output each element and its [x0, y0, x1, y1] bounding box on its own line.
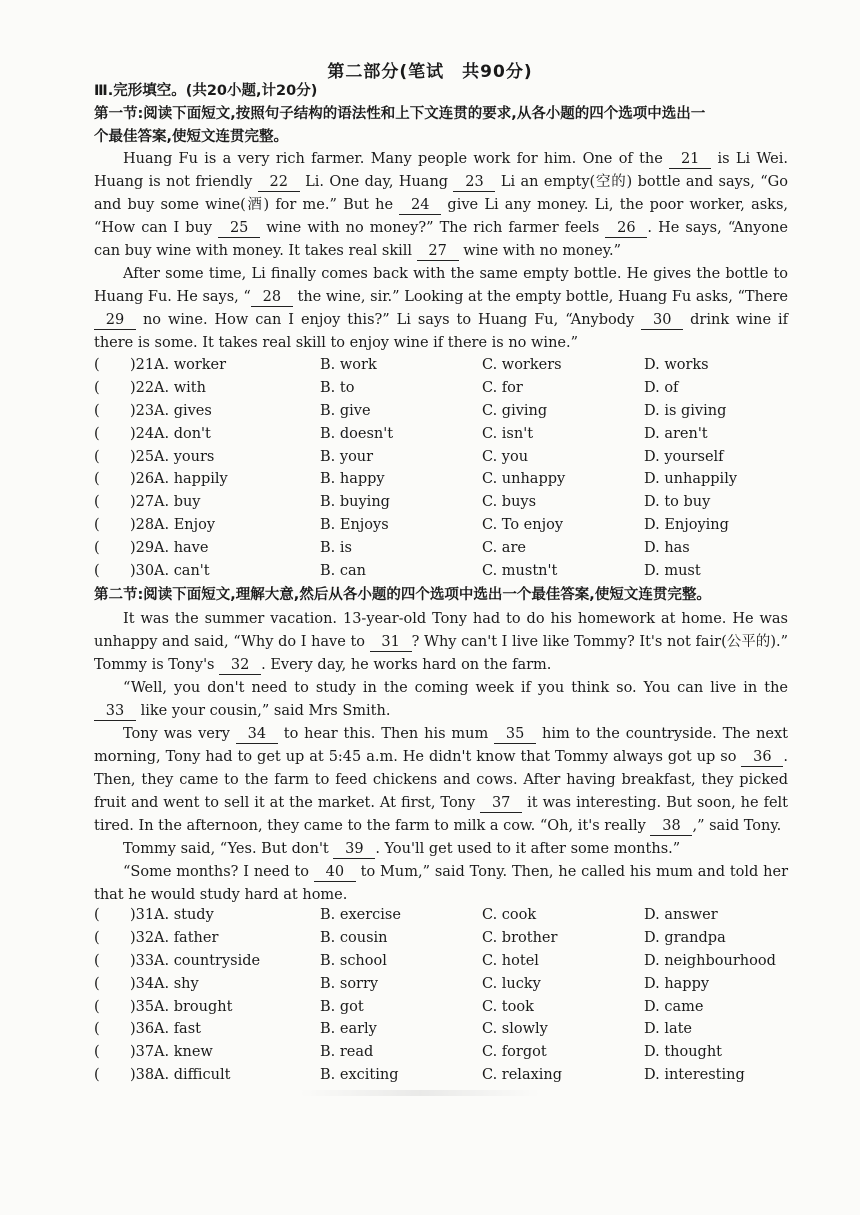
question-number: )37.: [130, 1044, 159, 1061]
passage-text: . Every day, he works hard on the farm.: [261, 657, 552, 673]
question-number: )36.: [130, 1021, 159, 1038]
question-number: )21.: [130, 357, 159, 373]
option-b[interactable]: B. exercise: [320, 907, 401, 923]
option-a[interactable]: A. with: [154, 379, 206, 396]
option-d[interactable]: D. happy: [644, 975, 710, 992]
question-row: [94, 1064, 814, 1087]
passage-text: wine with no money.”: [458, 243, 621, 259]
answer-bracket[interactable]: (: [94, 998, 100, 1015]
passage-text: “Well, you don't need to study in the coming week if you think so. You can live in the: [123, 680, 788, 696]
option-b[interactable]: B. Enjoys: [320, 517, 389, 534]
option-b[interactable]: B. to: [320, 379, 355, 396]
option-b[interactable]: B. buying: [320, 494, 390, 511]
question-number: )34.: [130, 975, 159, 992]
answer-bracket[interactable]: (: [94, 1044, 100, 1061]
option-a[interactable]: A. buy: [154, 494, 201, 511]
option-d[interactable]: D. to buy: [644, 494, 711, 511]
blank-34[interactable]: 34: [236, 725, 278, 744]
option-c[interactable]: C. isn't: [482, 425, 534, 442]
option-c[interactable]: C. relaxing: [482, 1067, 563, 1084]
answer-bracket[interactable]: (: [94, 1067, 100, 1084]
blank-30[interactable]: 30: [641, 311, 683, 330]
answer-bracket[interactable]: (: [94, 517, 100, 534]
option-a[interactable]: A. yours: [154, 448, 215, 465]
passage-text: give Li any money. Li, the poor worker, asks, “How can I buy: [94, 197, 789, 236]
scan-smudge: [300, 1090, 540, 1096]
passage-text: Huang Fu is a very rich farmer. Many people work for him. One of the: [123, 151, 670, 167]
question-number: )22.: [130, 379, 159, 396]
question-row: [94, 560, 814, 583]
option-c[interactable]: C. lucky: [482, 975, 541, 992]
passage-text: the wine, sir.” Looking at the empty bottle, Huang Fu asks, “There: [292, 289, 788, 305]
blank-23[interactable]: 23: [453, 173, 495, 192]
part1-options: [94, 354, 814, 583]
option-d[interactable]: D. unhappily: [644, 471, 738, 488]
question-row: [94, 973, 814, 996]
passage-text: Li an empty(空的) bottle and says, “Go and buy some wine(酒) for me.” But he: [94, 174, 788, 213]
option-a[interactable]: A. can't: [154, 563, 210, 580]
answer-bracket[interactable]: (: [94, 379, 100, 396]
passage-text: like your cousin,” said Mrs Smith.: [136, 703, 391, 719]
part2-paragraph-5: [94, 861, 788, 907]
option-c[interactable]: C. To enjoy: [482, 517, 564, 534]
option-b[interactable]: B. school: [320, 952, 387, 969]
blank-29[interactable]: 29: [94, 311, 136, 330]
passage-text: . You'll get used to it after some months.”: [375, 841, 681, 857]
question-number: )35.: [130, 998, 159, 1015]
passage-text: to hear this. Then his mum: [277, 726, 495, 742]
question-row: [94, 400, 814, 423]
option-b[interactable]: B. is: [320, 540, 352, 557]
blank-32[interactable]: 32: [219, 656, 261, 675]
passage-text: to Mum,” said Tony. Then, he called his mum and told her that he would study hard at home.: [94, 864, 789, 903]
question-number: )30.: [130, 563, 159, 580]
blank-28[interactable]: 28: [251, 288, 293, 307]
passage-text: ? Why can't I live like Tommy? It's not fair(公平的).” Tommy is Tony's: [94, 634, 788, 673]
question-row: [94, 514, 814, 537]
blank-22[interactable]: 22: [258, 173, 300, 192]
answer-bracket[interactable]: (: [94, 494, 100, 511]
part1-paragraph-2: [94, 263, 788, 355]
passage-text: Tony was very: [123, 726, 236, 742]
option-d[interactable]: D. answer: [644, 907, 718, 923]
question-row: [94, 996, 814, 1019]
option-b[interactable]: B. can: [320, 563, 366, 580]
option-c[interactable]: C. cook: [482, 907, 537, 923]
blank-27[interactable]: 27: [417, 242, 459, 261]
question-row: [94, 1041, 814, 1064]
answer-bracket[interactable]: (: [94, 1021, 100, 1038]
blank-36[interactable]: 36: [741, 748, 783, 767]
option-c[interactable]: C. brother: [482, 929, 558, 946]
question-row: [94, 537, 814, 560]
option-a[interactable]: A. have: [154, 540, 209, 557]
blank-25[interactable]: 25: [218, 219, 260, 238]
option-b[interactable]: B. sorry: [320, 975, 379, 992]
part1-paragraph-1: [94, 148, 788, 263]
question-number: )27.: [130, 494, 159, 511]
option-c[interactable]: C. unhappy: [482, 471, 566, 488]
question-number: )31.: [130, 907, 159, 923]
blank-37[interactable]: 37: [480, 794, 522, 813]
answer-bracket[interactable]: (: [94, 952, 100, 969]
option-a[interactable]: A. Enjoy: [154, 517, 216, 534]
option-c[interactable]: C. for: [482, 379, 523, 396]
passage-text: is Li Wei. Huang is not friendly: [94, 151, 788, 190]
question-number: )33.: [130, 952, 159, 969]
part2-passage: [94, 608, 788, 907]
option-c[interactable]: C. are: [482, 540, 526, 557]
question-row: [94, 950, 814, 973]
option-d[interactable]: D. interesting: [644, 1067, 745, 1084]
option-b[interactable]: B. got: [320, 998, 364, 1015]
passage-text: . Then, they came to the farm to feed chickens and cows. After having breakfast, they picked fruit and went to sell it at the market. At first, Tony: [94, 749, 788, 811]
option-b[interactable]: B. early: [320, 1021, 377, 1038]
answer-bracket[interactable]: (: [94, 402, 100, 419]
blank-35[interactable]: 35: [494, 725, 536, 744]
option-b[interactable]: B. give: [320, 402, 371, 419]
answer-bracket[interactable]: (: [94, 907, 100, 923]
question-row: [94, 377, 814, 400]
option-d[interactable]: D. is giving: [644, 402, 727, 419]
blank-24[interactable]: 24: [399, 196, 441, 215]
option-d[interactable]: D. came: [644, 998, 704, 1015]
question-row: [94, 423, 814, 446]
question-row: [94, 927, 814, 950]
question-number: )32.: [130, 929, 159, 946]
question-number: )28.: [130, 517, 159, 534]
option-a[interactable]: A. difficult: [154, 1067, 231, 1084]
option-d[interactable]: D. of: [644, 379, 679, 396]
answer-bracket[interactable]: (: [94, 563, 100, 580]
part2-options: [94, 904, 814, 1087]
passage-text: him to the countryside. The next morning, Tony had to get up at 5:45 a.m. He didn't know that Tommy always got up so: [94, 726, 789, 765]
option-c[interactable]: C. mustn't: [482, 563, 558, 580]
blank-39[interactable]: 39: [333, 840, 375, 859]
part1-instruction-line1: 第一节:阅读下面短文,按照句子结构的语法性和上下文连贯的要求,从各小题的四个选项中选出一: [94, 106, 706, 122]
question-row: [94, 904, 814, 927]
question-number: )24.: [130, 425, 159, 442]
option-b[interactable]: B. read: [320, 1044, 374, 1061]
part2-paragraph-4: [94, 838, 788, 861]
part2-paragraph-1: [94, 608, 788, 677]
question-number: )29.: [130, 540, 159, 557]
option-d[interactable]: D. works: [644, 357, 709, 373]
section-heading: Ⅲ.完形填空。(共20小题,计20分): [94, 83, 318, 99]
question-number: )38.: [130, 1067, 159, 1084]
option-b[interactable]: B. your: [320, 448, 374, 465]
answer-bracket[interactable]: (: [94, 425, 100, 442]
answer-bracket[interactable]: (: [94, 448, 100, 465]
part1-instruction-line2: 个最佳答案,使短文连贯完整。: [94, 129, 289, 145]
question-row: [94, 468, 814, 491]
option-a[interactable]: A. worker: [154, 357, 227, 373]
option-d[interactable]: D. grandpa: [644, 929, 726, 946]
question-number: )23.: [130, 402, 159, 419]
blank-21[interactable]: 21: [669, 150, 711, 169]
passage-text: It was the summer vacation. 13-year-old Tony had to do his homework at home. He was unhappy and said, “Why do I have to: [94, 611, 788, 650]
option-c[interactable]: C. workers: [482, 357, 562, 373]
option-a[interactable]: A. study: [154, 907, 214, 923]
answer-bracket[interactable]: (: [94, 975, 100, 992]
passage-text: . He says, “Anyone can buy wine with money. It takes real skill: [94, 220, 789, 259]
option-a[interactable]: A. don't: [154, 425, 211, 442]
passage-text: it was interesting. But soon, he felt tired. In the afternoon, they came to the farm to milk a cow. “Oh, it's really: [94, 795, 788, 834]
option-a[interactable]: A. brought: [154, 998, 233, 1015]
option-d[interactable]: D. late: [644, 1021, 693, 1038]
passage-text: After some time, Li finally comes back with the same empty bottle. He gives the bottle to Huang Fu. He says, “: [94, 266, 788, 305]
option-b[interactable]: B. exciting: [320, 1067, 399, 1084]
option-b[interactable]: B. cousin: [320, 929, 388, 946]
passage-text: Tommy said, “Yes. But don't: [123, 841, 334, 857]
answer-bracket[interactable]: (: [94, 540, 100, 557]
question-number: )25.: [130, 448, 159, 465]
passage-text: ,” said Tony.: [692, 818, 782, 834]
option-a[interactable]: A. father: [154, 929, 219, 946]
option-b[interactable]: B. work: [320, 357, 377, 373]
part2-paragraph-3: [94, 723, 788, 838]
part1-passage: [94, 148, 788, 355]
part2-paragraph-2: [94, 677, 788, 723]
option-d[interactable]: D. has: [644, 540, 690, 557]
option-c[interactable]: C. forgot: [482, 1044, 547, 1061]
answer-bracket[interactable]: (: [94, 929, 100, 946]
option-a[interactable]: A. countryside: [154, 952, 261, 969]
passage-text: wine with no money?” The rich farmer feels: [260, 220, 606, 236]
option-c[interactable]: C. buys: [482, 494, 537, 511]
question-row: [94, 1018, 814, 1041]
option-b[interactable]: B. happy: [320, 471, 385, 488]
part2-instruction: 第二节:阅读下面短文,理解大意,然后从各小题的四个选项中选出一个最佳答案,使短文连贯完整。: [94, 587, 711, 603]
option-a[interactable]: A. gives: [154, 402, 212, 419]
option-c[interactable]: C. hotel: [482, 952, 539, 969]
option-d[interactable]: D. yourself: [644, 448, 724, 465]
question-number: )26.: [130, 471, 159, 488]
option-a[interactable]: A. shy: [154, 975, 199, 992]
option-d[interactable]: D. neighbourhood: [644, 952, 776, 969]
question-row: [94, 354, 814, 377]
option-a[interactable]: A. happily: [154, 471, 228, 488]
part1-instruction: [94, 103, 794, 149]
blank-33[interactable]: 33: [94, 702, 136, 721]
option-d[interactable]: D. Enjoying: [644, 517, 729, 534]
passage-text: drink wine if there is some. It takes real skill to enjoy wine if there is no wine.”: [94, 312, 789, 351]
passage-text: “Some months? I need to: [123, 864, 314, 880]
question-row: [94, 446, 814, 469]
option-a[interactable]: A. knew: [154, 1044, 213, 1061]
blank-40[interactable]: 40: [314, 863, 356, 882]
option-a[interactable]: A. fast: [154, 1021, 201, 1038]
option-d[interactable]: D. aren't: [644, 425, 708, 442]
option-c[interactable]: C. slowly: [482, 1021, 548, 1038]
option-b[interactable]: B. doesn't: [320, 425, 394, 442]
option-c[interactable]: C. took: [482, 998, 534, 1015]
page-title: 第二部分(笔试 共90分): [327, 62, 533, 82]
answer-bracket[interactable]: (: [94, 471, 100, 488]
option-d[interactable]: D. thought: [644, 1044, 723, 1061]
blank-31[interactable]: 31: [370, 633, 412, 652]
option-c[interactable]: C. giving: [482, 402, 548, 419]
option-d[interactable]: D. must: [644, 563, 701, 580]
passage-text: Li. One day, Huang: [299, 174, 454, 190]
blank-38[interactable]: 38: [650, 817, 692, 836]
passage-text: no wine. How can I enjoy this?” Li says to Huang Fu, “Anybody: [136, 312, 642, 328]
blank-26[interactable]: 26: [605, 219, 647, 238]
answer-bracket[interactable]: (: [94, 357, 100, 373]
question-row: [94, 491, 814, 514]
option-c[interactable]: C. you: [482, 448, 529, 465]
